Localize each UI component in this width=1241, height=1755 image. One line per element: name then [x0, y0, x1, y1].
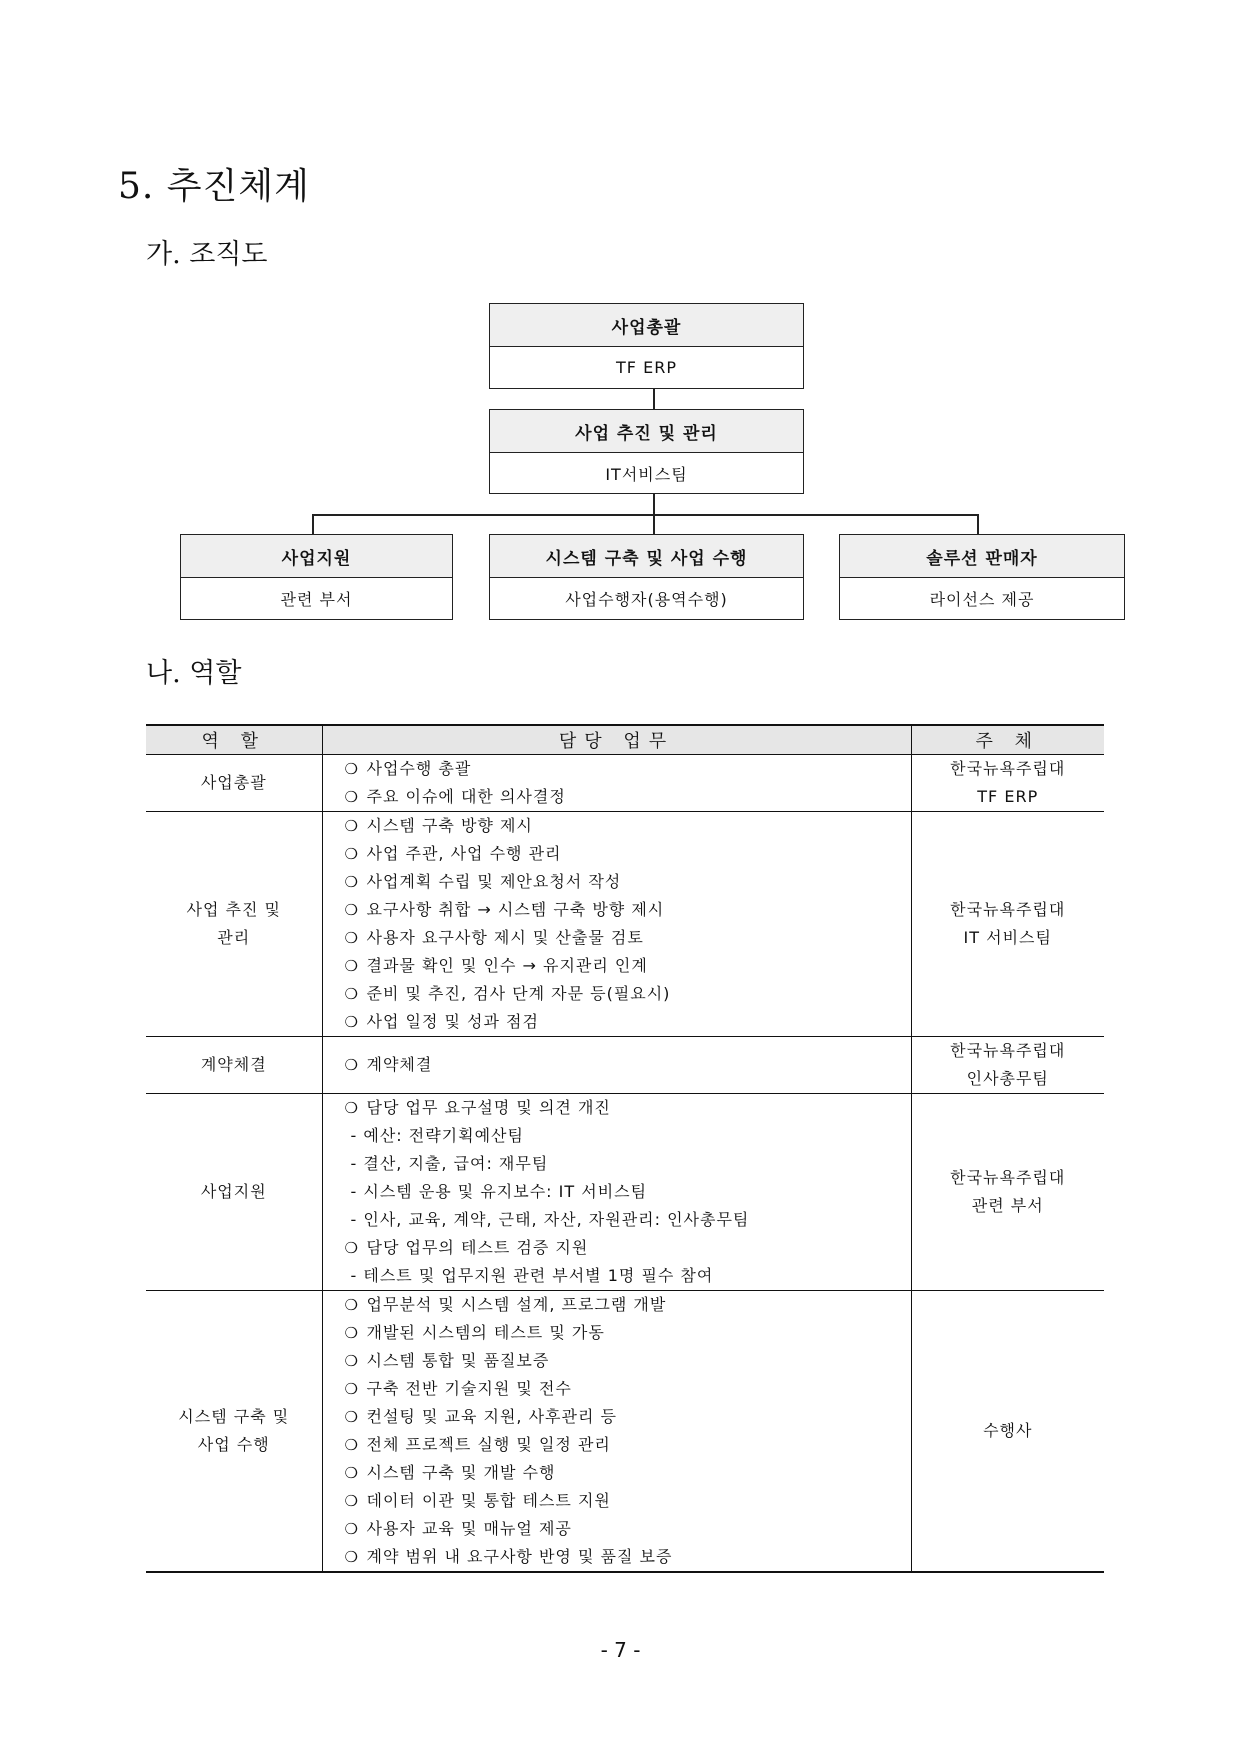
org-box-mid: [489, 409, 804, 494]
duty-subitem: - 인사, 교육, 계약, 근태, 자산, 자원관리: 인사총무팀: [350, 1210, 750, 1229]
duty-item: ❍ 요구사항 취합 → 시스템 구축 방향 제시: [345, 896, 911, 924]
duty-item: ❍ 컨설팅 및 교육 지원, 사후관리 등: [345, 1403, 911, 1431]
duty-item: ❍ 사업 주관, 사업 수행 관리: [345, 840, 911, 868]
table-header-row: [146, 725, 1104, 755]
duty-item: ❍ 사용자 요구사항 제시 및 산출물 검토: [345, 924, 911, 952]
duty-item: ❍ 시스템 통합 및 품질보증: [345, 1347, 911, 1375]
duty-cell: [322, 1291, 911, 1573]
owner-cell: [911, 1291, 1104, 1573]
owner-text: 한국뉴욕주립대: [950, 1168, 1066, 1187]
table-row: [146, 1291, 1104, 1573]
duty-item: ❍ 데이터 이관 및 통합 테스트 지원: [345, 1487, 911, 1515]
org-box-title: 사업지원: [181, 535, 452, 578]
duty-subitem: - 테스트 및 업무지원 관련 부서별 1명 필수 참여: [350, 1266, 714, 1285]
role-text: 사업총괄: [200, 773, 267, 792]
duty-item: ❍ 시스템 구축 방향 제시: [345, 812, 911, 840]
duty-cell: [322, 1094, 911, 1291]
owner-text: 한국뉴욕주립대: [950, 900, 1066, 919]
duty-cell: [322, 1037, 911, 1094]
role-text: 시스템 구축 및: [178, 1407, 290, 1426]
roles-table: [146, 724, 1104, 1573]
org-box-title: 사업총괄: [490, 304, 803, 347]
org-box-left: [180, 534, 453, 620]
connector-top: [653, 388, 655, 410]
owner-text: 관련 부서: [971, 1196, 1044, 1215]
table-row: [146, 812, 1104, 1037]
org-box-title: 시스템 구축 및 사업 수행: [490, 535, 803, 578]
duty-item: ❍ 담당 업무의 테스트 검증 지원: [345, 1234, 911, 1262]
duty-item: ❍ 계약 범위 내 요구사항 반영 및 품질 보증: [345, 1543, 911, 1571]
owner-text: TF ERP: [977, 787, 1039, 806]
duty-item: ❍ 결과물 확인 및 인수 → 유지관리 인계: [345, 952, 911, 980]
role-text: 계약체결: [200, 1055, 267, 1074]
duty-cell: [322, 755, 911, 812]
duty-item: ❍ 주요 이슈에 대한 의사결정: [345, 783, 911, 811]
duty-subitem: - 결산, 지출, 급여: 재무팀: [350, 1154, 549, 1173]
duty-item: ❍ 구축 전반 기술지원 및 전수: [345, 1375, 911, 1403]
owner-cell: [911, 755, 1104, 812]
role-cell: [146, 812, 322, 1037]
role-text: 사업지원: [200, 1182, 267, 1201]
header-duties: 담당 업무: [322, 725, 911, 755]
connector-left: [312, 514, 314, 535]
duty-subitem: - 예산: 전략기획예산팀: [350, 1126, 524, 1145]
role-cell: [146, 755, 322, 812]
subsection-roles: 나. 역할: [146, 658, 242, 689]
owner-text: 인사총무팀: [966, 1069, 1049, 1088]
header-owner: 주 체: [911, 725, 1104, 755]
duty-item: ❍ 전체 프로젝트 실행 및 일정 관리: [345, 1431, 911, 1459]
role-cell: [146, 1291, 322, 1573]
org-box-sub: 라이선스 제공: [929, 590, 1035, 609]
org-box-title: 사업 추진 및 관리: [490, 410, 803, 453]
table-row: [146, 1037, 1104, 1094]
owner-cell: [911, 1094, 1104, 1291]
table-row: [146, 1094, 1104, 1291]
duty-item: ❍ 사업 일정 및 성과 점검: [345, 1008, 911, 1036]
owner-cell: [911, 812, 1104, 1037]
header-role: 역 할: [146, 725, 322, 755]
page-number: - 7 -: [600, 1638, 641, 1662]
org-box-sub: IT서비스팀: [605, 465, 688, 484]
duty-item: ❍ 시스템 구축 및 개발 수행: [345, 1459, 911, 1487]
duty-item: ❍ 계약체결: [345, 1051, 911, 1079]
duty-item: ❍ 사업계획 수립 및 제안요청서 작성: [345, 868, 911, 896]
role-text: 사업 추진 및: [186, 900, 281, 919]
org-box-sub: 관련 부서: [280, 590, 353, 609]
duty-item: ❍ 사업수행 총괄: [345, 755, 911, 783]
section-title: 5. 추진체계: [118, 166, 310, 207]
owner-cell: [911, 1037, 1104, 1094]
duty-subitem: - 시스템 운용 및 유지보수: IT 서비스팀: [350, 1182, 648, 1201]
duty-cell: [322, 812, 911, 1037]
org-box-right: [839, 534, 1125, 620]
duty-item: ❍ 사용자 교육 및 매뉴얼 제공: [345, 1515, 911, 1543]
duty-item: ❍ 개발된 시스템의 테스트 및 가동: [345, 1319, 911, 1347]
role-text: 관리: [217, 928, 251, 947]
owner-text: IT 서비스팀: [963, 928, 1052, 947]
org-box-center: [489, 534, 804, 620]
owner-text: 한국뉴욕주립대: [950, 759, 1066, 778]
role-cell: [146, 1037, 322, 1094]
org-box-top: [489, 303, 804, 389]
connector-right: [977, 514, 979, 535]
subsection-org-chart: 가. 조직도: [146, 239, 268, 270]
owner-text: 수행사: [983, 1421, 1033, 1440]
connector-horizontal: [312, 514, 978, 516]
role-cell: [146, 1094, 322, 1291]
duty-item: ❍ 업무분석 및 시스템 설계, 프로그램 개발: [345, 1291, 911, 1319]
role-text: 사업 수행: [197, 1435, 270, 1454]
org-box-sub: 사업수행자(용역수행): [565, 590, 728, 609]
org-box-title: 솔루션 판매자: [840, 535, 1124, 578]
table-row: [146, 755, 1104, 812]
duty-item: ❍ 준비 및 추진, 검사 단계 자문 등(필요시): [345, 980, 911, 1008]
owner-text: 한국뉴욕주립대: [950, 1041, 1066, 1060]
duty-item: ❍ 담당 업무 요구설명 및 의견 개진: [345, 1094, 911, 1122]
org-box-sub: TF ERP: [616, 358, 677, 377]
